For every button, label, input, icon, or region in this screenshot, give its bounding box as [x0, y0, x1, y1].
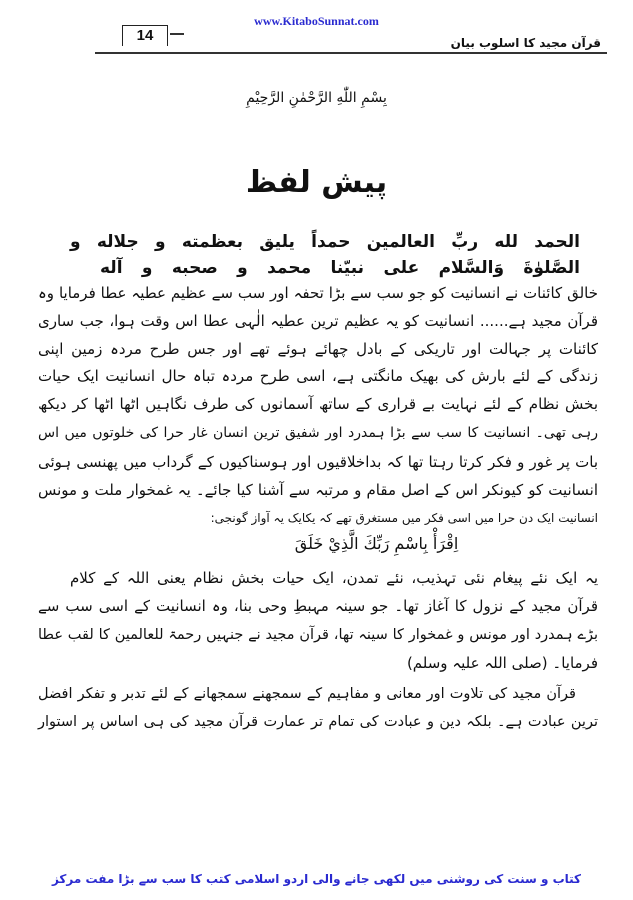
arabic-line: الحمد لله ربِّ العالمين حمداً يليق بعظمته و جلاله و: [70, 232, 580, 252]
text-line: رہی تھی۔ انسانیت کا سب سے بڑا ہمدرد اور شفیق ترین انسان غار حرا کی خلوتوں میں اس: [38, 425, 598, 441]
text-line: انسانیت ایک دن حرا میں اسی فکر میں مستغرق تھے کہ یکایک یہ آواز گونجی:: [210, 511, 598, 525]
text-line: کائنات پر جہالت اور تاریکی کے بادل چھائے ہوئے تھے اور جس طرح مردہ زمین اپنی: [38, 340, 598, 358]
arabic-line: الصَّلوٰةَ وَالسَّلام على نبيّنا محمد و صحبه و آله: [100, 258, 580, 278]
text-line: قرآن مجید کے نزول کا آغاز تھا۔ جو سینہ مہبطِ وحی بنا، وہ انسانیت کے اسی سب سے: [38, 597, 598, 615]
text-line: بڑے ہمدرد اور مونس و غمخوار کا سینہ تھا، قرآن مجید نے جنہیں رحمۃ للعالمین کا لقب عطا: [38, 627, 598, 643]
text-line: یہ ایک نئے پیغام نئی تہذیب، نئے تمدن، ایک حیات بخش نظام یعنی اللہ کے کلام: [70, 569, 598, 587]
text-line: انسانیت کو کیونکر اس کے اصل مقام و مرتبہ سے آشنا کیا جائے۔ یہ غمخوار ملت و مونس: [38, 481, 598, 499]
quran-verse: اِقْرَأْ بِاسْمِ رَبِّكَ الَّذِيْ خَلَقَ: [294, 534, 459, 553]
text-line: خالق کائنات نے انسانیت کو جو سب سے بڑا تحفہ اور سب سے عظیم عطیہ عطا فرمایا وہ: [38, 284, 598, 302]
text-line: فرمایا۔ (صلی اللہ علیہ وسلم): [406, 654, 598, 672]
text-line: زندگی کے لئے بارش کی بھیک مانگتی ہے، اسی طرح مردہ تباہ حال انسانیت ایک حیات: [38, 367, 598, 385]
header-rule: [95, 52, 607, 54]
bismillah: بِسْمِ اللّٰهِ الرَّحْمٰنِ الرَّحِيْمِ: [246, 90, 387, 106]
text-line: بخش نظام کے لئے نہایت بے قراری کے ساتھ آسمانوں کی طرف نگاہیں اٹھا اٹھا کر دیکھ: [38, 395, 598, 413]
page-number: 14: [122, 25, 168, 46]
text-line: بات پر غور و فکر کرتا رہتا تھا کہ بداخلاقیوں اور ہوسناکیوں کے گرداب میں پھنسی ہوئی: [38, 453, 598, 471]
page-title: پیش لفظ: [245, 165, 388, 200]
text-line: قرآن مجید ہے...... انسانیت کو یہ عظیم ترین عطیہ الٰہی عطا اس وقت ہوا، جب ساری: [38, 312, 598, 330]
running-title: قرآن مجید کا اسلوب بیان: [450, 36, 601, 50]
footer-tagline: کتاب و سنت کی روشنی میں لکھی جانے والی اردو اسلامی کتب کا سب سے بڑا مفت مرکز: [51, 872, 582, 886]
header-dash: [170, 33, 184, 35]
text-line: قرآن مجید کی تلاوت اور معانی و مفاہیم کے سمجھنے سمجھانے کے لئے تدبر و تفکر افضل: [38, 686, 576, 702]
text-line: ترین عبادت ہے۔ بلکہ دین و عبادت کی تمام تر عمارت قرآن مجید کی ہی اساس پر استوار: [38, 714, 598, 730]
site-url[interactable]: www.KitaboSunnat.com: [254, 14, 379, 28]
